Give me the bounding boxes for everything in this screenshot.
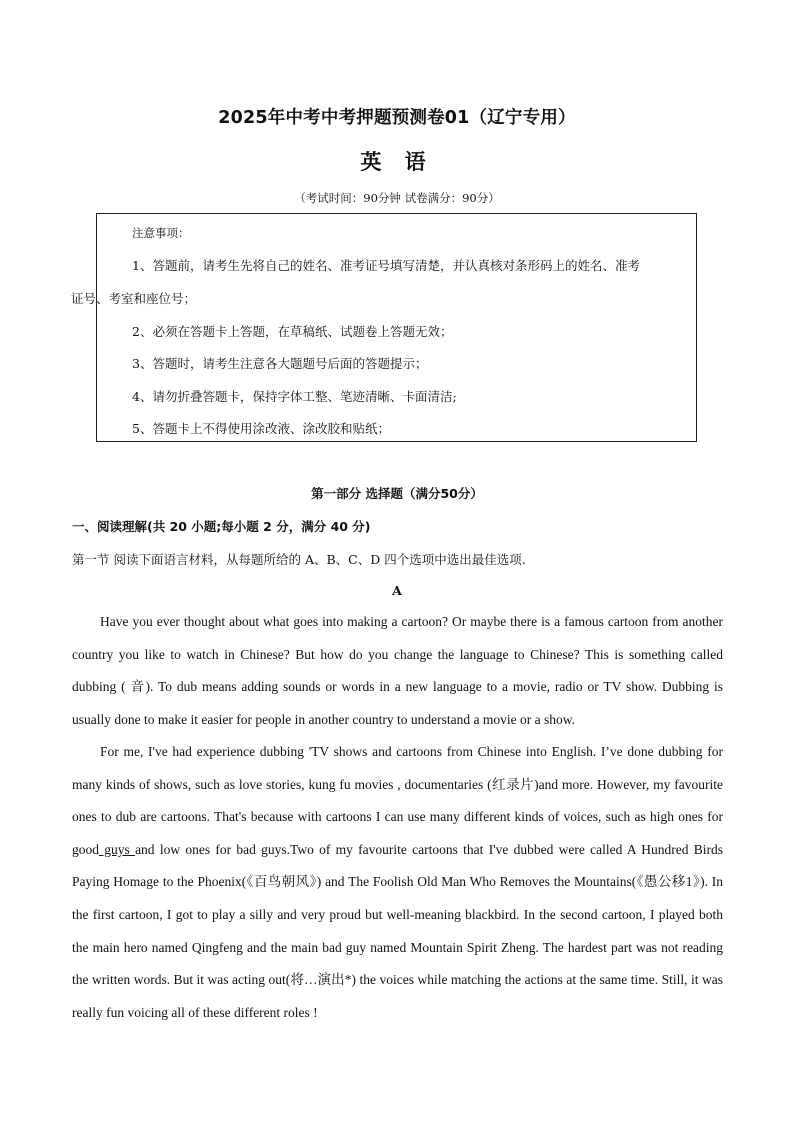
notice-item-3: 3、答题时，请考生注意各大题题号后面的答题提示； (132, 356, 428, 371)
passage-paragraph-1 (72, 606, 723, 736)
notice-item-5: 5、答题卡上不得使用涂改液、涂改胶和贴纸； (132, 421, 390, 436)
notice-box (71, 213, 697, 442)
notice-item-4: 4、请勿折叠答题卡，保持字体工整、笔迹清晰、卡面清洁; (132, 389, 457, 404)
notice-title: 注意事项： (132, 226, 190, 240)
notice-item-1-continued: 证号、考室和座位号； (71, 291, 197, 306)
underlined-word: guys (99, 841, 136, 857)
exam-title: 2025年中考中考押题预测卷01（辽宁专用） (218, 108, 576, 128)
paragraph-text-part-2: and low ones for bad guys.Two of my favourite cartoons that I've dubbed were called A Hundred Birds Paying Homage to the Phoenix(《百鸟朝风》) and The Foolish Old Man Who Removes the Mountains(《愚公移1》). In the first cartoon, I got to play a silly and very proud but well-meaning blackbird. In the second cartoon, I played both the main hero named Qingfeng and the main bad guy named Mountain Spirit Zheng. The hardest part was not reading the written words. But it was acting out(将…演出*) the voices while matching the actions at the same time. Still, it was really fun voicing all of these different roles ! (72, 841, 723, 1020)
section-instruction: 第一节 阅读下面语言材料，从每题所给的 A、B、C、D 四个选项中选出最佳选项. (72, 552, 526, 567)
paragraph-text: Have you ever thought about what goes into making a cartoon? Or maybe there is a famous cartoon from another country you like to watch in Chinese? But how do you change the language to Chinese? This is something called dubbing ( 音). To dub means adding sounds or words in a new language to a movie, radio or TV show. Dubbing is usually done to make it easier for people in another country to understand a movie or a show. (72, 614, 723, 727)
notice-item-1: 1、答题前，请考生先将自己的姓名、准考证号填写清楚，并认真核对条形码上的姓名、准考 (132, 258, 640, 273)
part-title: 第一部分 选择题（满分50分） (311, 486, 483, 501)
exam-info: （考试时间：90分钟 试卷满分：90分） (294, 191, 500, 205)
passage-letter: A (392, 583, 402, 598)
notice-item-2: 2、必须在答题卡上答题，在草稿纸、试题卷上答题无效； (132, 324, 453, 339)
passage-paragraph-2 (72, 736, 723, 1029)
paragraph-text (72, 736, 723, 1029)
section-title: 一、阅读理解(共 20 小题;每小题 2 分，满分 40 分) (72, 519, 371, 534)
subject-title: 英 语 (360, 150, 434, 174)
paragraph-text-part-1: For me, I've had experience dubbing 'TV shows and cartoons from Chinese into English. I’ve done dubbing for many kinds of shows, such as love stories, kung fu movies , documentaries (红录片)and more. However, my favourite ones to dub are cartoons. That's because with cartoons I can use many different kinds of voices, such as high ones for good (72, 744, 723, 857)
